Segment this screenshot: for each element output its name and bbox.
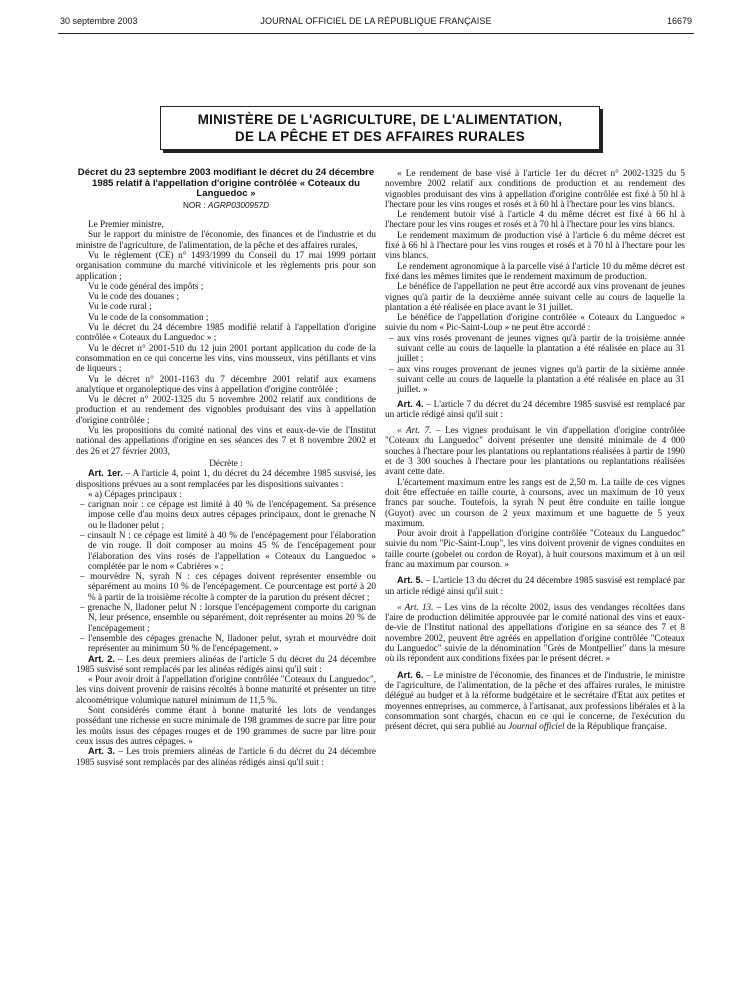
journal-title: JOURNAL OFFICIEL DE LA RÉPUBLIQUE FRANÇAISE	[260, 16, 492, 26]
article-4-text: – L'article 7 du décret du 24 décembre 1985 susvisé est remplacé par un article rédigé ainsi qu'il suit :	[385, 398, 685, 419]
article-7-paragraph	[385, 425, 685, 476]
article-3-paragraph: Le rendement agronomique à la parcelle visé à l'article 10 du même décret est fixé dans les mêmes limites que le rendement maximum de production.	[385, 260, 685, 281]
article-2-text: – Les deux premiers alinéas de l'article 5 du décret du 24 décembre 1985 susvisé sont remplacés par les alinéas rédigés ainsi qu'il suit :	[76, 653, 376, 674]
article-7-text: – Les vignes produisant le vin d'appellation d'origine contrôlée "Coteaux du Languedoc" doivent présenter une densité minimale de 4 000 souches à l'hectare pour les plantations ou replantations réalisées à partir de 1990 et de 3 300 souches à l'hectare pour les plantations ou replantations réalisées avant cette date.	[385, 425, 685, 477]
nor-label: NOR :	[182, 200, 206, 210]
list-item: – grenache N, lladoner pelut N : lorsque l'encépagement comporte du carignan N, leur présence, ensemble ou séparément, doit représenter au moins 20 % de l'encépagement ;	[80, 602, 376, 633]
visa-paragraph: Vu le décret n° 2002-1325 du 5 novembre 2002 relatif aux conditions de production et au rendement des vignobles produisant des vins à appellation d'origine contrôlée ;	[76, 394, 376, 425]
ministry-box	[160, 106, 600, 150]
article-3-label: Art. 3.	[88, 746, 116, 757]
article-2	[76, 654, 376, 675]
article-1	[76, 468, 376, 489]
article-1-intro: « a) Cépages principaux :	[88, 488, 182, 499]
article-2-paragraph: « Pour avoir droit à l'appellation d'origine contrôlée "Coteaux du Languedoc", les vins doivent provenir de raisins récoltés à bonne maturité et présenter un titre alcoométrique volumique naturel minimum de 11,5 %.	[76, 674, 376, 705]
article-5	[385, 575, 685, 596]
left-column	[76, 168, 376, 767]
article-6	[385, 670, 685, 732]
page-number: 16679	[666, 16, 692, 26]
nor-reference	[76, 201, 376, 211]
visa-paragraph: Vu le règlement (CE) n° 1493/1999 du Conseil du 17 mai 1999 portant organisation commune du marché vitivinicole et les règlements pris pour son application ;	[76, 249, 376, 281]
article-7-lead: « Art. 7.	[397, 425, 432, 436]
decree-title: Décret du 23 septembre 2003 modifiant le décret du 24 décembre 1985 relatif à l'appellation d'origine contrôlée « Coteaux du Languedoc »	[77, 167, 375, 200]
visa-paragraph: Vu le code de la consommation ;	[88, 311, 209, 322]
visa-paragraph: Vu les propositions du comité national des vins et eaux-de-vie de l'Institut national des appellations d'origine en ses séances des 7 et 8 novembre 2002 et des 26 et 27 février 2003,	[76, 425, 376, 456]
header-rule	[58, 33, 694, 34]
visa-paragraph: Vu le code rural ;	[88, 301, 152, 312]
article-1-label: Art. 1er.	[88, 468, 123, 479]
article-2-label: Art. 2.	[88, 653, 115, 664]
visa-paragraph: Le Premier ministre,	[88, 219, 164, 230]
article-3-paragraph: Le rendement maximum de production visé à l'article 6 du même décret est fixé à 66 hl à l'hectare pour les vins rouges et rosés et à 70 hl à l'hectare pour les vins blancs.	[385, 229, 685, 261]
article-5-text: – L'article 13 du décret du 24 décembre 1985 susvisé est remplacé par un article rédigé ainsi qu'il suit :	[385, 575, 685, 596]
visa-paragraph: Vu le code général des impôts ;	[88, 280, 204, 291]
article-4	[385, 399, 685, 420]
article-2-paragraph: Sont considérés comme étant à bonne maturité les lots de vendanges possédant une richesse en sucre minimale de 198 grammes de sucre par litre pour les moûts issus des cépages rouges et de 190 grammes de sucre par litre pour ceux issus des autres cépages. »	[76, 705, 376, 746]
article-3-paragraph: Le rendement butoir visé à l'article 4 du même décret est fixé à 66 hl à l'hectare pour les vins rouges et rosés et à 70 hl à l'hectare pour les vins blancs.	[385, 209, 685, 230]
article-6-tail: de la République française.	[564, 721, 667, 732]
list-item: – aux vins rosés provenant de jeunes vignes qu'à partir de la troisième année suivant celle au cours de laquelle la plantation a été réalisée en place au 31 juillet ;	[389, 332, 685, 364]
article-3-text: – Les trois premiers alinéas de l'article 6 du décret du 24 décembre 1985 susvisé sont remplacés par des alinéas rédigés ainsi qu'il suit :	[76, 746, 376, 767]
list-item: – cinsault N : ce cépage est limité à 40 % de l'encépagement pour l'élaboration de vin rouge. Il doit composer au moins 45 % de l'encépagement pour l'élaboration des vins rosés de l'appellation « Coteaux du Languedoc » complétée par le nom « Cabrières » ;	[80, 529, 376, 571]
article-4-label: Art. 4.	[397, 398, 424, 409]
list-item: – mourvèdre N, syrah N : ces cépages doivent représenter ensemble ou séparément au moins 10 % de l'encépagement. Ce pourcentage est porté à 20 % à partir de la troisième récolte à compter de la parution du présent décret ;	[80, 571, 376, 602]
visa-paragraph: Vu le code des douanes ;	[88, 291, 180, 302]
article-1-text: – A l'article 4, point 1, du décret du 24 décembre 1985 susvisé, les dispositions prévues au a sont remplacées par les dispositions suivantes :	[76, 468, 376, 489]
article-6-label: Art. 6.	[397, 669, 424, 680]
publication-date: 30 septembre 2003	[60, 16, 138, 26]
visa-paragraph: Vu le décret n° 2001-1163 du 7 décembre 2001 relatif aux examens analytique et organoleptique des vins à appellation d'origine contrôlée ;	[76, 373, 376, 394]
article-5-label: Art. 5.	[397, 575, 424, 586]
article-6-text: – Le ministre de l'économie, des finances et de l'industrie, le ministre de l'agriculture, de l'alimentation, de la pêche et des affaires rurales, le ministre délégué au budget et à la réforme budgétaire et le secrétaire d'Etat aux petites et moyennes entreprises, au commerce, à l'artisanat, aux professions libérales et à la consommation sont chargés, chacun en ce qui le concerne, de l'exécution du présent décret, qui sera publié au	[385, 669, 685, 732]
article-3	[76, 746, 376, 767]
right-column	[385, 168, 685, 731]
visa-paragraph: Vu le décret du 24 décembre 1985 modifié relatif à l'appellation d'origine contrôlée « Coteaux du Languedoc » ;	[76, 322, 376, 343]
list-item: – aux vins rouges provenant de jeunes vignes qu'à partir de la sixième année suivant celle au cours de laquelle la plantation a été réalisée en place au 31 juillet. »	[389, 363, 685, 395]
article-7-paragraph: L'écartement maximum entre les rangs est de 2,50 m. La taille de ces vignes doit être effectuée en taille courte, à coursons, avec un maximum de 10 yeux francs par souche. Toutefois, la syrah N peut être conduite en taille longue (Guyot) avec un courson de 2 yeux maximum et une baguette de 5 yeux maximum.	[385, 476, 685, 528]
article-3-paragraph: « Le rendement de base visé à l'article 1er du décret n° 2002-1325 du 5 novembre 2002 relatif aux conditions de production et au rendement des vignobles produisant des vins à appellation d'origine contrôlée est fixé à 50 hl à l'hectare pour les vins rouges et rosés et à 60 hl à l'hectare pour les vins blancs.	[385, 168, 685, 209]
journal-officiel-italic: Journal officiel	[508, 721, 565, 732]
ministry-line-1: MINISTÈRE DE L'AGRICULTURE, DE L'ALIMENTATION,	[197, 112, 563, 127]
page-header	[0, 14, 752, 30]
article-13-text: – Les vins de la récolte 2002, issus des vendanges récoltées dans l'aire de production délimitée approuvée par le comité national des vins et eaux-de-vie de l'Institut national des appellations d'origine en sa séance des 7 et 8 novembre 2002, peuvent être agréés en appellation d'origine contrôlée "Coteaux du Languedoc" suivie de la dénomination "Grès de Montpellier" dans la mesure où ils répondent aux conditions fixées par le présent décret. »	[385, 601, 685, 664]
nor-value: AGRP0300957D	[208, 200, 270, 210]
article-13-paragraph	[385, 602, 685, 664]
ministry-line-2: DE LA PÊCHE ET DES AFFAIRES RURALES	[235, 129, 525, 144]
article-3-paragraph: Le bénéfice de l'appellation d'origine contrôlée « Coteaux du Languedoc » suivie du nom « Pic-Saint-Loup » ne peut être accordé :	[385, 312, 685, 333]
article-13-lead: « Art. 13.	[397, 601, 434, 612]
article-3-paragraph: Le bénéfice de l'appellation ne peut être accordé aux vins provenant de jeunes vignes qu'à partir de la deuxième année suivant celle au cours de laquelle la plantation a été réalisée en place avant le 31 juillet.	[385, 281, 685, 312]
article-7-paragraph: Pour avoir droit à l'appellation d'origine contrôlée "Coteaux du Languedoc" suivie du nom "Pic-Saint-Loup", les vins doivent provenir de vignes conduites en taille courte (gobelet ou cordon de Royat), à huit coursons maximum et à un œil franc au maximum par courson. »	[385, 528, 685, 569]
list-item: – l'ensemble des cépages grenache N, lladoner pelut, syrah et mourvèdre doit représenter au minimum 50 % de l'encépagement. »	[80, 632, 376, 654]
list-item: – carignan noir : ce cépage est limité à 40 % de l'encépagement. Sa présence impose celle d'au moins deux autres cépages principaux, dont le grenache N ou le lladoner pelut ;	[80, 499, 376, 530]
visa-paragraph: Vu le décret n° 2001-510 du 12 juin 2001 portant application du code de la consommation en ce qui concerne les vins, vins mousseux, vins pétillants et vins de liqueurs ;	[76, 342, 376, 374]
visa-paragraph: Sur le rapport du ministre de l'économie, des finances et de l'industrie et du ministre de l'agriculture, de l'alimentation, de la pêche et des affaires rurales,	[76, 229, 376, 250]
decrete-heading: Décrète :	[209, 457, 243, 468]
